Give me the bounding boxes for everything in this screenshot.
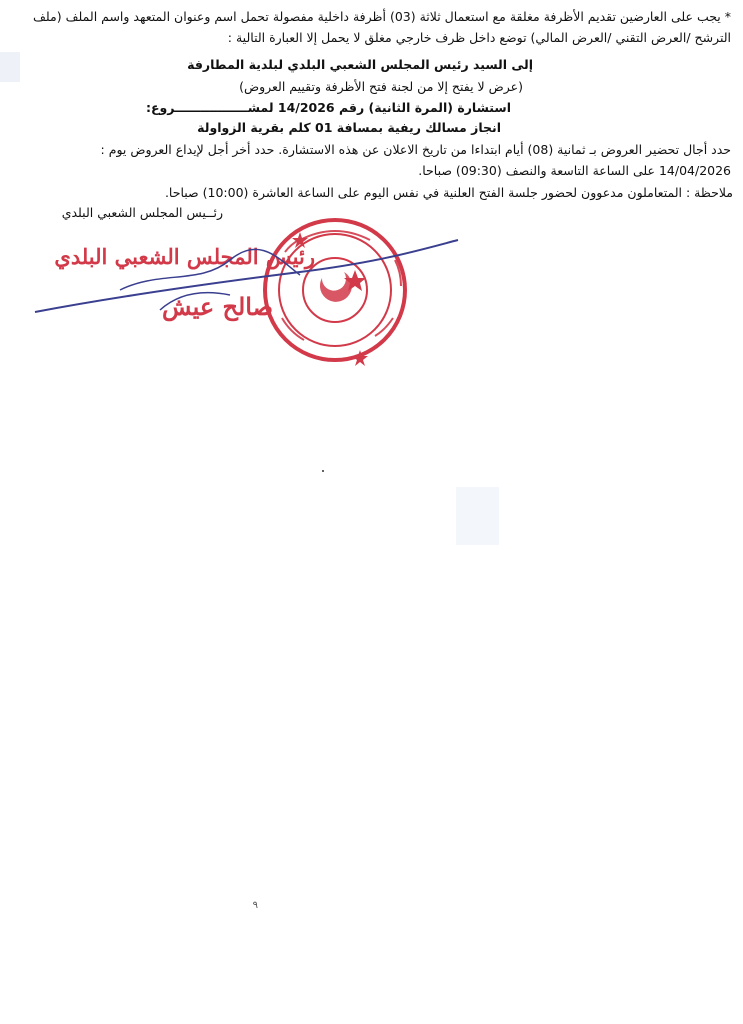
page-mark: ٩ <box>252 900 258 911</box>
addressee: إلى السيد رئيس المجلس الشعبي البلدي لبلدية المطارفة <box>187 57 533 72</box>
consultation-number: استشارة (المرة الثانية) رقم 14/2026 لمشـــــــــــــــــروع: <box>146 100 511 115</box>
instructions-line-2: الترشح /العرض التقني /العرض المالي) توضع داخل ظرف خارجي مغلق لا يحمل إلا العبارة التالية : <box>227 30 731 45</box>
scan-shadow <box>456 487 499 545</box>
stamp-title-text: رئيس المجلس الشعبي البلدي <box>54 244 315 269</box>
scan-shadow <box>0 52 20 82</box>
do-not-open-notice: (عرض لا يفتح إلا من لجنة فتح الأظرفة وتقييم العروض) <box>239 79 523 94</box>
stamp-name-text: صالح عيش <box>161 292 273 321</box>
official-seal-and-signature <box>0 200 743 380</box>
note: ملاحظة : المتعاملون مدعوون لحضور جلسة الفتح العلنية في نفس اليوم على الساعة العاشرة (10:00) صباحا. <box>164 185 733 200</box>
deadline-line-2: 14/04/2026 على الساعة التاسعة والنصف (09:30) صباحا. <box>418 163 731 178</box>
instructions-line-1: * يجب على العارضين تقديم الأظرفة مغلقة مع استعمال ثلاثة (03) أظرفة داخلية مفصولة تحمل اسم وعنوان المتعهد واسم الملف (ملف <box>32 9 731 24</box>
official-seal-icon <box>265 220 405 366</box>
project-title: انجاز مسالك ريفية بمسافة 01 كلم بقرية الزواولة <box>197 120 501 135</box>
deadline-line-1: حدد أجال تحضير العروض بـ ثمانية (08) أيام ابتداءا من تاريخ الاعلان عن هذه الاستشارة. حدد أخر أجل لإيداع العروض يوم : <box>100 142 731 157</box>
scan-speck <box>322 470 324 472</box>
signatory-title: رئــيس المجلس الشعبي البلدي <box>61 205 223 220</box>
